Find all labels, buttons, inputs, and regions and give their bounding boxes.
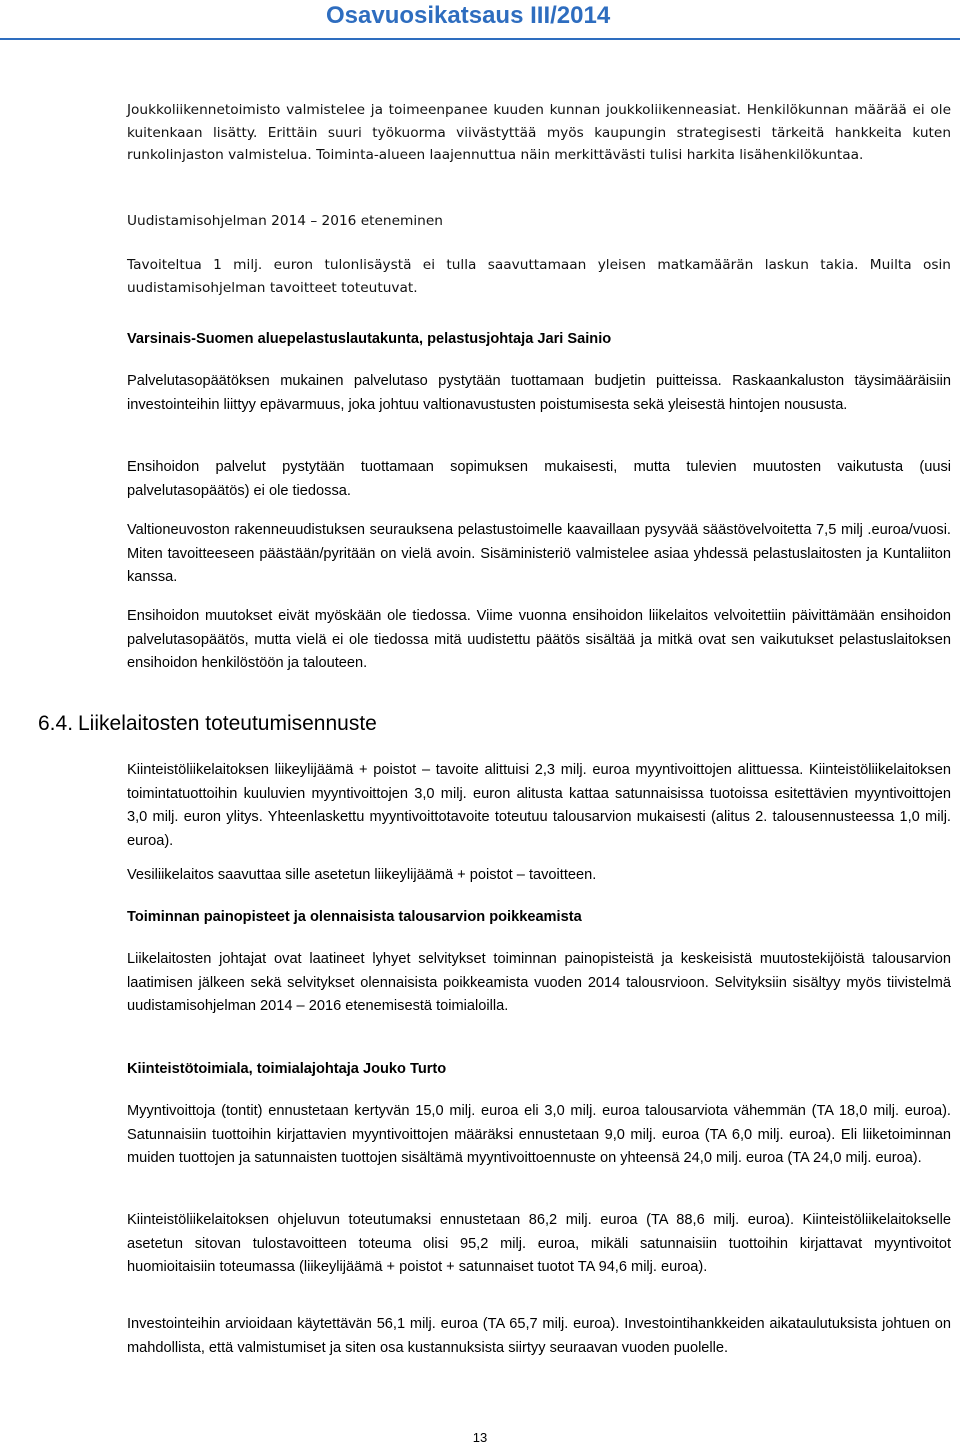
- paragraph-rakenneuudistus: Valtioneuvoston rakenneuudistuksen seurauksena pelastustoimelle kaavaillaan pysyvää säästövelvoitetta 7,5 milj .euroa/vuosi. Miten tavoitteeseen päästään/pyritään on vielä avoin. Sisäministeriö valmistelee asiaa yhdessä pelastuslaitosten ja Kuntaliiton kanssa.: [127, 522, 951, 586]
- paragraph-ensihoito-muutokset: Ensihoidon muutokset eivät myöskään ole tiedossa. Viime vuonna ensihoidon liikelaitos velvoitettiin päivittämään ensihoidon palvelutasopäätös, mutta vielä ei ole tiedossa mitä uudistettu päätös sisältää ja mitkä ovat sen vaikutukset pelastuslaitoksen ensihoidon henkilöstöön ja talouteen.: [127, 608, 951, 672]
- paragraph-tulonlisays: Tavoiteltua 1 milj. euron tulonlisäystä ei tulla saavuttamaan yleisen matkamäärän laskun takia. Muilta osin uudistamisohjelman tavoitteet toteutuvat.: [127, 257, 951, 296]
- paragraph-joukkoliikenne: Joukkoliikennetoimisto valmistelee ja toimeenpanee kuuden kunnan joukkoliikenneasiat. Henkilökunnan määrää ei ole kuitenkaan lisätty. Erittäin suuri työkuorma viivästyttää myös kaupungin strategisesti tärkeitä hankkeita kuten runkolinjaston valmistelua. Toiminta-alueen laajennuttua näin merkittävästi tulisi harkita lisähenkilökuntaa.: [127, 102, 951, 164]
- paragraph-vesiliikelaitos: Vesiliikelaitos saavuttaa sille asetetun liikeylijäämä + poistot – tavoitteen.: [127, 867, 597, 883]
- paragraph-palvelutaso: Palvelutasopäätöksen mukainen palvelutaso pystytään tuottamaan budjetin puitteissa. Raskaankaluston täysimääräisiin investointeihin liittyy epävarmuus, joka johtuu valtionavustusten poistumisesta sekä yleisestä hintojen noususta.: [127, 373, 951, 413]
- paragraph-ensihoito-palvelut: Ensihoidon palvelut pystytään tuottamaan sopimuksen mukaisesti, mutta tulevien muutosten vaikutusta (uusi palvelutasopäätös) ei ole tiedossa.: [127, 459, 951, 499]
- header-divider: [0, 38, 960, 40]
- paragraph-investoinnit: Investointeihin arvioidaan käytettävän 56,1 milj. euroa (TA 65,7 milj. euroa). Investointihankkeiden aikataulutuksista johtuen on mahdollista, että valmistumiset ja siten osa kustannuksista siirtyy seuraavan vuoden puolelle.: [127, 1316, 951, 1356]
- paragraph-myyntivoitot: Myyntivoittoja (tontit) ennustetaan kertyvän 15,0 milj. euroa eli 3,0 milj. euroa talousarviota vähemmän (TA 18,0 milj. euroa). Satunnaisiin tuottoihin kirjattavien myyntivoittojen määräksi ennustetaan 9,0 milj. euroa (TA 6,0 milj. euroa). Eli liiketoiminnan muiden tuottojen ja satunnaisten tuottojen sisältämä myyntivoittoennuste on yhteensä 24,0 milj. euroa (TA 24,0 milj. euroa).: [127, 1103, 951, 1167]
- section-title: Liikelaitosten toteutumisennuste: [78, 712, 377, 735]
- section-heading: [38, 711, 377, 737]
- paragraph-kiinteistoliikelaitos: Kiinteistöliikelaitoksen liikeylijäämä + poistot – tavoite alittuisi 2,3 milj. euroa myyntivoittojen alittuessa. Kiinteistöliikelaitoksen toimintatuottoihin kuuluvien myyntivoittojen 3,0 milj. euron alitusta kattaa satunnaisissa tuotoissa esitettävien myyntivoittojen 3,0 milj. euron ylitys. Yhteenlaskettu myyntivoittotavoite toteutuu talousarvion mukaisesti (alitus 2. talousennusteessa 1,0 milj. euroa).: [127, 762, 951, 849]
- subheading-aluepelastuslautakunta: Varsinais-Suomen aluepelastuslautakunta, pelastusjohtaja Jari Sainio: [127, 331, 612, 347]
- page-number: 13: [472, 1430, 488, 1445]
- subheading-painopisteet: Toiminnan painopisteet ja olennaisista talousarvion poikkeamista: [127, 909, 582, 925]
- section-number: 6.4.: [38, 712, 74, 735]
- subheading-kiinteistotoimiala: Kiinteistötoimiala, toimialajohtaja Jouko Turto: [127, 1061, 447, 1077]
- paragraph-liikelaitosten-johtajat: Liikelaitosten johtajat ovat laatineet lyhyet selvitykset toiminnan painopisteistä ja keskeisistä muutostekijöistä talousarvion laatimisen jälkeen sekä selvitykset olennaisista poikkeamista vuoden 2014 talousrvioon. Selvityksiin sisältyy myös tiivistelmä uudistamisohjelman 2014 – 2016 etenemisestä toimialoilla.: [127, 951, 951, 1015]
- page-header-title: Osavuosikatsaus III/2014: [326, 2, 611, 29]
- subheading-uudistamisohjelma: Uudistamisohjelman 2014 – 2016 eteneminen: [127, 213, 443, 229]
- paragraph-ohjeluku: Kiinteistöliikelaitoksen ohjeluvun toteutumaksi ennustetaan 86,2 milj. euroa (TA 88,6 milj. euroa). Kiinteistöliikelaitokselle asetetun sitovan tulostavoitteen toteuma olisi 95,2 milj. euroa, mikäli satunnaisiin tuottoihin kirjattavat myyntivoitot huomioitaisiin toteumassa (liikeylijäämä + poistot + satunnaiset tuotot TA 94,6 milj. euroa).: [127, 1212, 951, 1276]
